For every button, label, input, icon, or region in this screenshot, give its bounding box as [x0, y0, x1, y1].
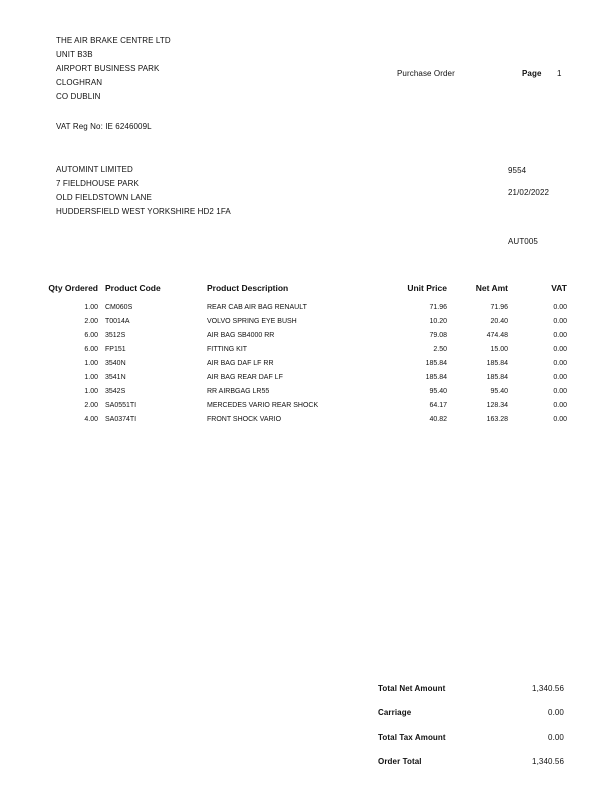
header-desc: Product Description — [207, 283, 289, 293]
row-price: 71.96 — [429, 304, 447, 311]
row-net: 128.34 — [486, 402, 508, 409]
table-row — [0, 402, 612, 414]
row-desc: AIR BAG DAF LF RR — [207, 360, 274, 367]
supplier-block — [56, 163, 231, 219]
table-row — [0, 318, 612, 330]
total-tax-value: 0.00 — [548, 733, 564, 742]
row-price: 2.50 — [433, 346, 447, 353]
row-net: 20.40 — [490, 318, 508, 325]
row-price: 79.08 — [429, 332, 447, 339]
row-code: T0014A — [105, 318, 130, 325]
order-number: 9554 — [508, 166, 527, 175]
total-net-value: 1,340.56 — [532, 684, 564, 693]
row-desc: AIR BAG SB4000 RR — [207, 332, 275, 339]
row-qty: 4.00 — [84, 416, 98, 423]
row-qty: 1.00 — [84, 374, 98, 381]
table-row — [0, 416, 612, 428]
row-qty: 6.00 — [84, 332, 98, 339]
row-code: 3541N — [105, 374, 126, 381]
document-title: Purchase Order — [397, 69, 455, 78]
row-vat: 0.00 — [553, 388, 567, 395]
total-tax-label: Total Tax Amount — [378, 733, 446, 742]
row-qty: 2.00 — [84, 402, 98, 409]
company-name: THE AIR BRAKE CENTRE LTD — [56, 36, 171, 45]
company-address-line: CLOGHRAN — [56, 78, 103, 87]
carriage-label: Carriage — [378, 708, 412, 717]
company-address-line: CO DUBLIN — [56, 92, 101, 101]
total-net-label: Total Net Amount — [378, 684, 446, 693]
row-net: 185.84 — [486, 374, 508, 381]
row-price: 64.17 — [429, 402, 447, 409]
header-qty: Qty Ordered — [48, 283, 98, 293]
supplier-address-line: 7 FIELDHOUSE PARK — [56, 179, 139, 188]
row-price: 185.84 — [425, 360, 447, 367]
row-price: 40.82 — [429, 416, 447, 423]
row-price: 185.84 — [425, 374, 447, 381]
table-row — [0, 360, 612, 372]
table-row — [0, 332, 612, 344]
row-desc: REAR CAB AIR BAG RENAULT — [207, 304, 307, 311]
row-desc: RR AIRBGAG LR55 — [207, 388, 270, 395]
row-net: 95.40 — [490, 388, 508, 395]
supplier-address-line: HUDDERSFIELD WEST YORKSHIRE HD2 1FA — [56, 207, 231, 216]
row-net: 71.96 — [490, 304, 508, 311]
carriage-value: 0.00 — [548, 708, 564, 717]
row-desc: MERCEDES VARIO REAR SHOCK — [207, 402, 319, 409]
row-code: SA0551TI — [105, 402, 137, 409]
row-vat: 0.00 — [553, 360, 567, 367]
company-block — [56, 34, 171, 104]
table-row — [0, 388, 612, 400]
row-code: FP151 — [105, 346, 126, 353]
row-vat: 0.00 — [553, 346, 567, 353]
header-code: Product Code — [105, 283, 161, 293]
row-qty: 1.00 — [84, 360, 98, 367]
supplier-address-line: OLD FIELDSTOWN LANE — [56, 193, 152, 202]
page-label: Page — [522, 69, 542, 78]
row-vat: 0.00 — [553, 332, 567, 339]
row-qty: 1.00 — [84, 388, 98, 395]
header-price: Unit Price — [407, 283, 447, 293]
row-qty: 2.00 — [84, 318, 98, 325]
row-qty: 6.00 — [84, 346, 98, 353]
row-price: 10.20 — [429, 318, 447, 325]
supplier-name: AUTOMINT LIMITED — [56, 165, 133, 174]
table-row — [0, 304, 612, 316]
row-code: CM060S — [105, 304, 133, 311]
vat-reg: VAT Reg No: IE 6246009L — [56, 122, 152, 131]
row-code: 3542S — [105, 388, 126, 395]
row-vat: 0.00 — [553, 304, 567, 311]
row-desc: VOLVO SPRING EYE BUSH — [207, 318, 297, 325]
account-code: AUT005 — [508, 237, 538, 246]
row-desc: FITTING KIT — [207, 346, 248, 353]
row-qty: 1.00 — [84, 304, 98, 311]
order-total-value: 1,340.56 — [532, 757, 564, 766]
row-net: 185.84 — [486, 360, 508, 367]
row-code: SA0374TI — [105, 416, 137, 423]
order-total-label: Order Total — [378, 757, 422, 766]
header-vat: VAT — [551, 283, 567, 293]
table-row — [0, 346, 612, 358]
table-row — [0, 374, 612, 386]
row-desc: FRONT SHOCK VARIO — [207, 416, 282, 423]
order-date: 21/02/2022 — [508, 188, 550, 197]
row-code: 3512S — [105, 332, 126, 339]
row-net: 474.48 — [486, 332, 508, 339]
row-vat: 0.00 — [553, 374, 567, 381]
row-vat: 0.00 — [553, 416, 567, 423]
row-code: 3540N — [105, 360, 126, 367]
row-vat: 0.00 — [553, 402, 567, 409]
row-desc: AIR BAG REAR DAF LF — [207, 374, 283, 381]
page-number: 1 — [557, 69, 562, 78]
row-net: 163.28 — [486, 416, 508, 423]
company-address-line: AIRPORT BUSINESS PARK — [56, 64, 160, 73]
row-net: 15.00 — [490, 346, 508, 353]
row-price: 95.40 — [429, 388, 447, 395]
company-address-line: UNIT B3B — [56, 50, 93, 59]
row-vat: 0.00 — [553, 318, 567, 325]
header-net: Net Amt — [475, 283, 508, 293]
